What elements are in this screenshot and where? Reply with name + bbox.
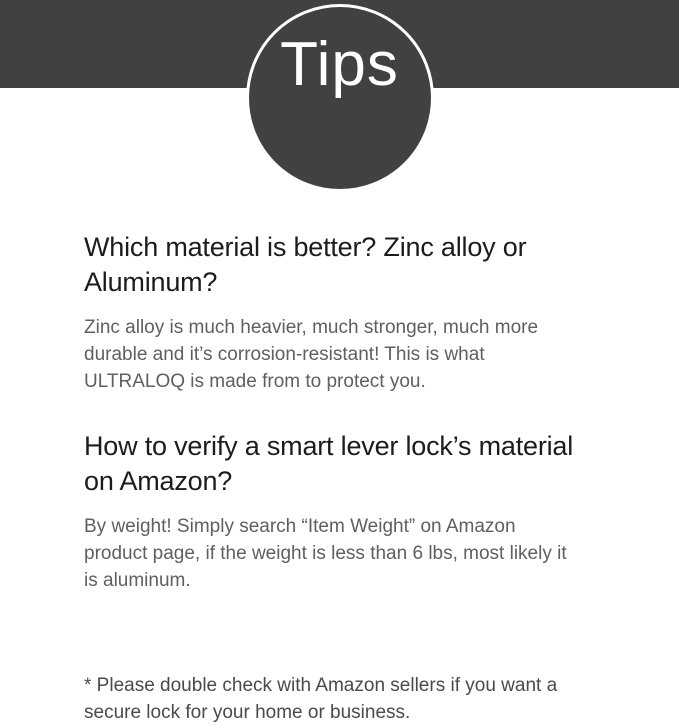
qa-item [84,429,604,594]
qa-item [84,230,604,395]
footnote-text: * Please double check with Amazon sellers if you want a secure lock for your home or business. [84,675,558,723]
question-heading: Which material is better? Zinc alloy or Aluminum? [84,232,527,297]
question-heading: How to verify a smart lever lock’s material on Amazon? [84,431,574,496]
page-title: Tips [280,30,399,99]
tips-content [84,230,604,628]
answer-text: Zinc alloy is much heavier, much stronger, much more durable and it’s corrosion-resistant! This is what ULTRALOQ is made from to protect you. [84,317,539,392]
answer-text: By weight! Simply search “Item Weight” on Amazon product page, if the weight is less than 6 lbs, most likely it is aluminum. [84,516,567,591]
